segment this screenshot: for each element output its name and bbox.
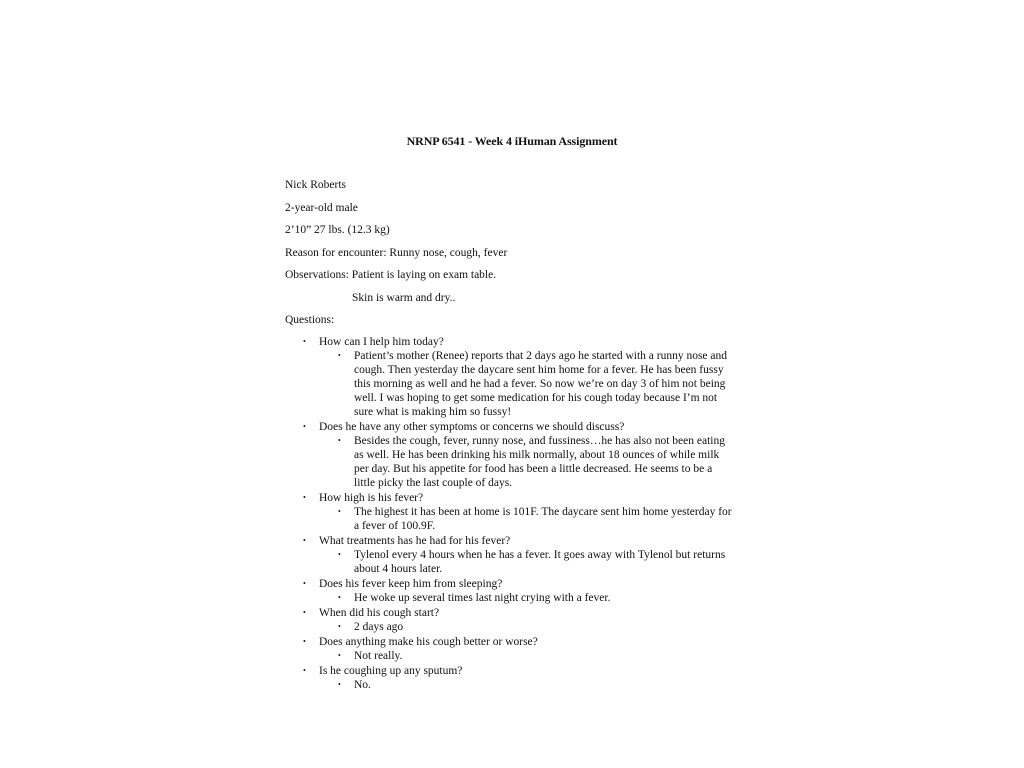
bullet-icon: • (303, 493, 306, 502)
question-text: Does he have any other symptoms or concerns we should discuss? (319, 421, 625, 433)
bullet-icon: • (338, 651, 341, 660)
answer-list (319, 678, 745, 692)
patient-age-sex: 2-year-old male (285, 201, 358, 214)
answer-text: No. (354, 679, 371, 691)
question-item (285, 606, 745, 634)
answer-list (319, 649, 745, 663)
bullet-icon: • (303, 666, 306, 675)
answer-text: He woke up several times last night crying with a fever. (354, 592, 611, 604)
question-item (285, 420, 745, 490)
bullet-icon: • (303, 579, 306, 588)
observations: Observations: Patient is laying on exam table. (285, 269, 497, 281)
answer-text: Tylenol every 4 hours when he has a fever. It goes away with Tylenol but returns about 4 hours later. (354, 549, 726, 575)
bullet-icon: • (338, 436, 341, 445)
bullet-icon: • (338, 593, 341, 602)
question-item (285, 335, 745, 419)
answer-list (319, 548, 745, 576)
answer-item (319, 678, 734, 692)
answer-text: Not really. (354, 650, 403, 662)
question-item (285, 635, 745, 663)
answer-list (319, 434, 745, 490)
answer-text: Besides the cough, fever, runny nose, and fussiness…he has also not been eating as well. He has been drinking his milk normally, about 18 ounces of while milk per day. But his appetite for food has been a little decreased. He seems to be a little picky the last couple of days. (354, 435, 725, 489)
observations-continued: Skin is warm and dry.. (352, 291, 456, 304)
document-body (285, 178, 745, 693)
answer-item (319, 349, 734, 419)
patient-measurements: 2’10” 27 lbs. (12.3 kg) (285, 224, 390, 236)
question-item (285, 534, 745, 576)
answer-text: Patient’s mother (Renee) reports that 2 days ago he started with a runny nose and cough. Then yesterday the daycare sent him home for a fever. He has been fussy this morning as well and he had a fever. So now we’re on day 3 of him not being well. I was hoping to get some medication for his cough today because I’m not sure what is making him so fussy! (354, 350, 728, 418)
answer-list (319, 505, 745, 533)
answer-list (319, 620, 745, 634)
patient-name: Nick Roberts (285, 179, 347, 191)
bullet-icon: • (338, 351, 341, 360)
answer-list (319, 591, 745, 605)
bullet-icon: • (338, 507, 341, 516)
reason-for-encounter: Reason for encounter: Runny nose, cough, fever (285, 246, 508, 259)
bullet-icon: • (338, 622, 341, 631)
question-text: How high is his fever? (319, 492, 424, 504)
question-text: How can I help him today? (319, 336, 444, 348)
question-text: When did his cough start? (319, 607, 440, 619)
question-text: Is he coughing up any sputum? (319, 665, 463, 677)
document-title: NRNP 6541 - Week 4 iHuman Assignment (406, 134, 618, 148)
question-item (285, 491, 745, 533)
answer-item (319, 620, 734, 634)
questions-list (285, 335, 745, 692)
answer-item (319, 505, 734, 533)
bullet-icon: • (338, 680, 341, 689)
question-text: What treatments has he had for his fever? (319, 535, 511, 547)
answer-item (319, 434, 734, 490)
answer-text: The highest it has been at home is 101F. The daycare sent him home yesterday for a fever of 100.9F. (354, 506, 732, 532)
answer-list (319, 349, 745, 419)
questions-label: Questions: (285, 314, 335, 326)
answer-item (319, 591, 734, 605)
bullet-icon: • (303, 536, 306, 545)
answer-item (319, 649, 734, 663)
question-item (285, 577, 745, 605)
bullet-icon: • (303, 422, 306, 431)
bullet-icon: • (303, 637, 306, 646)
question-item (285, 664, 745, 692)
bullet-icon: • (303, 608, 306, 617)
bullet-icon: • (303, 337, 306, 346)
bullet-icon: • (338, 550, 341, 559)
answer-text: 2 days ago (354, 621, 404, 633)
answer-item (319, 548, 734, 576)
question-text: Does his fever keep him from sleeping? (319, 578, 503, 590)
question-text: Does anything make his cough better or worse? (319, 636, 538, 648)
